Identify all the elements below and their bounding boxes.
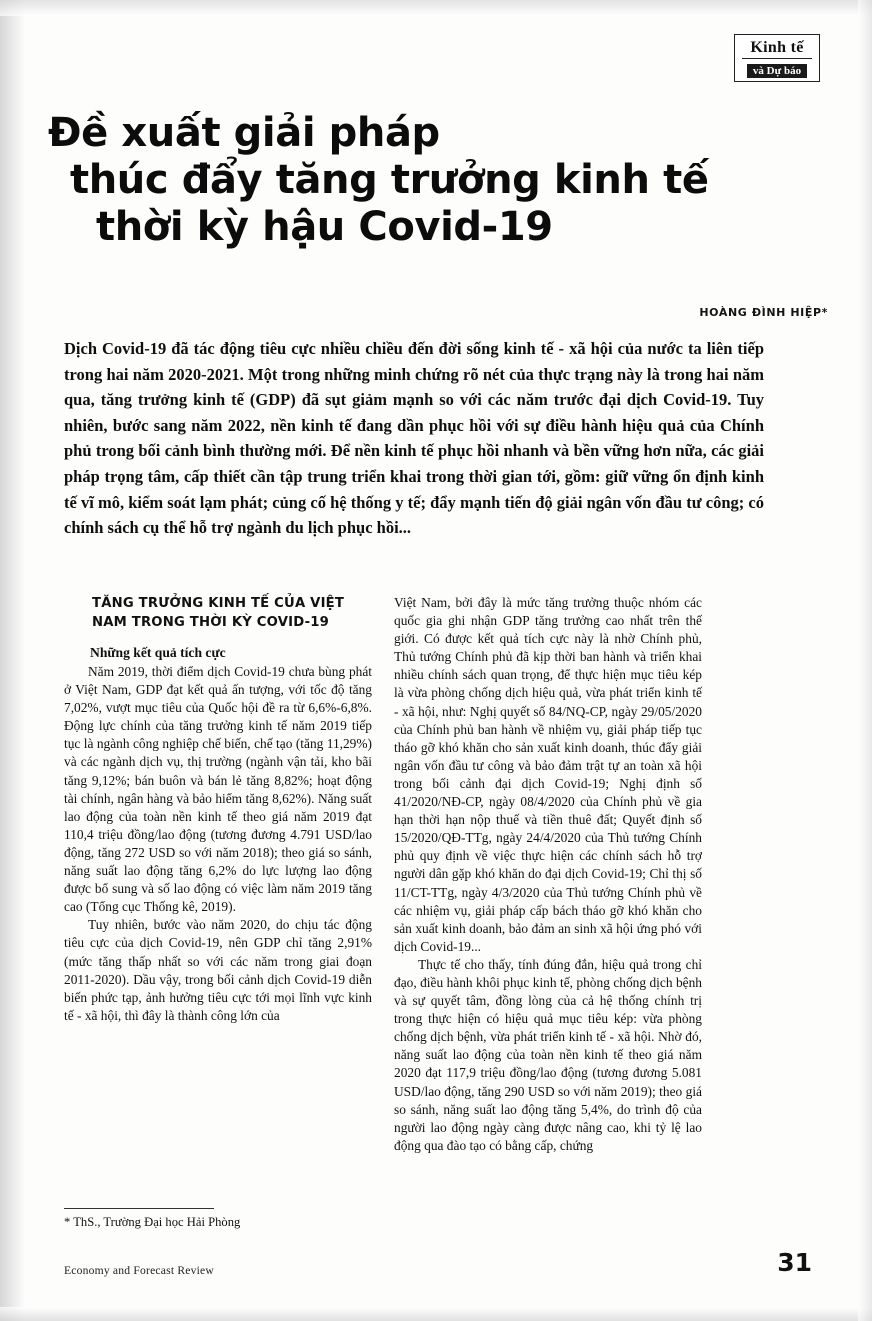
title-line-2: thúc đẩy tăng trưởng kinh tế [70, 157, 709, 203]
footnote-divider [64, 1208, 214, 1209]
sub-heading: Những kết quả tích cực [90, 645, 226, 660]
column-right [394, 594, 702, 1155]
scan-shadow-right [858, 0, 872, 1321]
journal-logo-line1: Kinh tế [750, 39, 804, 56]
page-content [38, 24, 834, 1294]
journal-logo-divider [742, 58, 812, 59]
paragraph: Năm 2019, thời điểm dịch Covid-19 chưa bùng phát ở Việt Nam, GDP đạt kết quả ấn tượng, với tốc độ tăng 7,02%, vượt mục tiêu của Quốc hội đề ra từ 6,6%-6,8%. Động lực chính của tăng trưởng kinh tế năm 2019 tiếp tục là ngành công nghiệp chế biến, chế tạo (tăng 11,29%) và các ngành dịch vụ, thị trường (ngành vận tải, kho bãi tăng 9,12%; bán buôn và bán lẻ tăng 8,82%; hoạt động tài chính, ngân hàng và bảo hiểm tăng 8,62%). Năng suất lao động của toàn nền kinh tế theo giá năm 2019 đạt 110,4 triệu đồng/lao động (tương đương 4.791 USD/lao động, tăng 272 USD so với năm 2018); theo giá so sánh, năng suất lao động tăng 6,2% do lực lượng lao động được bổ sung và số lao động có việc làm năm 2019 tăng cao (Tổng cục Thống kê, 2019). [64, 664, 372, 915]
journal-logo-line2: và Dự báo [747, 64, 807, 78]
scan-shadow-left [0, 0, 26, 1321]
paragraph: Thực tế cho thấy, tính đúng đắn, hiệu quả trong chỉ đạo, điều hành khôi phục kinh tế, phòng chống dịch bệnh và sự quyết tâm, đồng lòng của cả hệ thống chính trị trong thực hiện có hiệu quả mục tiêu kép: vừa phòng chống dịch bệnh, vừa phát triển kinh tế - xã hội. Nhờ đó, năng suất lao động của toàn nền kinh tế theo giá năm 2020 đạt 117,9 triệu đồng/lao động (tương đương 5.081 USD/lao động, tăng 290 USD so với năm 2019); theo giá so sánh, năng suất lao động tăng 5,4%, do trình độ của người lao động ngày càng được nâng cao, khi tỷ lệ lao động qua đào tạo có bằng cấp, chứng [394, 956, 702, 1153]
title-line-1: Đề xuất giải pháp [48, 110, 440, 156]
footer-journal-name: Economy and Forecast Review [64, 1264, 214, 1277]
journal-logo [734, 34, 820, 82]
abstract-text: Dịch Covid-19 đã tác động tiêu cực nhiều chiều đến đời sống kinh tế - xã hội của nước ta liên tiếp trong hai năm 2020-2021. Một trong những minh chứng rõ nét của thực trạng này là trong hai năm qua, tăng trưởng kinh tế (GDP) đã sụt giảm mạnh so với các năm trước đại dịch Covid-19. Tuy nhiên, bước sang năm 2022, nền kinh tế đang dần phục hồi với sự điều hành hiệu quả của Chính phủ trong bối cảnh bình thường mới. Để nền kinh tế phục hồi nhanh và bền vững hơn nữa, các giải pháp trọng tâm, cấp thiết cần tập trung triển khai trong thời gian tới, gồm: giữ vững ổn định kinh tế vĩ mô, kiểm soát lạm phát; củng cố hệ thống y tế; đẩy mạnh tiến độ giải ngân vốn đầu tư công; có chính sách cụ thể hỗ trợ ngành du lịch phục hồi... [64, 339, 764, 538]
section-heading: TĂNG TRƯỞNG KINH TẾ CỦA VIỆT NAM TRONG THỜI KỲ COVID-19 [92, 596, 345, 630]
title-line-3: thời kỳ hậu Covid-19 [96, 204, 553, 250]
footnote-text: * ThS., Trường Đại học Hải Phòng [64, 1215, 241, 1229]
column-left [64, 594, 372, 1025]
paragraph: Việt Nam, bởi đây là mức tăng trưởng thuộc nhóm các quốc gia ghi nhận GDP tăng trưởng cao nhất trên thế giới. Có được kết quả tích cực này là nhờ Chính phủ, Thủ tướng Chính phủ đã kịp thời ban hành và triển khai nhiều chính sách quan trọng, để thực hiện mục tiêu kép là vừa phòng chống dịch hiệu quả, vừa phát triển kinh tế - xã hội, như: Nghị quyết số 84/NQ-CP, ngày 29/05/2020 của Chính phủ ban hành về nhiệm vụ, giải pháp tiếp tục tháo gỡ khó khăn cho sản xuất kinh doanh, thúc đẩy giải ngân vốn đầu tư công và bảo đảm trật tự an toàn xã hội trong bối cảnh đại dịch Covid-19; Nghị định số 41/2020/NĐ-CP, ngày 08/4/2020 của Chính phủ về gia hạn thời hạn nộp thuế và tiền thuê đất; Quyết định số 15/2020/QĐ-TTg, ngày 24/4/2020 của Thủ tướng Chính phủ quy định về việc thực hiện các chính sách hỗ trợ người dân gặp khó khăn do đại dịch Covid-19; Chỉ thị số 11/CT-TTg, ngày 4/3/2020 của Thủ tướng Chính phủ về các nhiệm vụ, giải pháp cấp bách tháo gỡ khó khăn cho sản xuất kinh doanh, bảo đảm an sinh xã hội ứng phó với dịch Covid-19... [394, 595, 702, 954]
paragraph: Tuy nhiên, bước vào năm 2020, do chịu tác động tiêu cực của dịch Covid-19, nên GDP chỉ tăng 2,91% (mức tăng thấp nhất so với các năm trong giai đoạn 2011-2020). Dầu vậy, trong bối cảnh dịch Covid-19 diễn biến phức tạp, ảnh hưởng tiêu cực tới mọi lĩnh vực kinh tế - xã hội, thì đây là thành công lớn của [64, 917, 372, 1023]
scan-shadow-bottom [0, 1307, 872, 1321]
author-byline: HOÀNG ĐÌNH HIỆP* [699, 306, 828, 319]
page-number: 31 [777, 1248, 812, 1277]
scan-shadow-top [0, 0, 872, 16]
article-title [48, 110, 748, 251]
